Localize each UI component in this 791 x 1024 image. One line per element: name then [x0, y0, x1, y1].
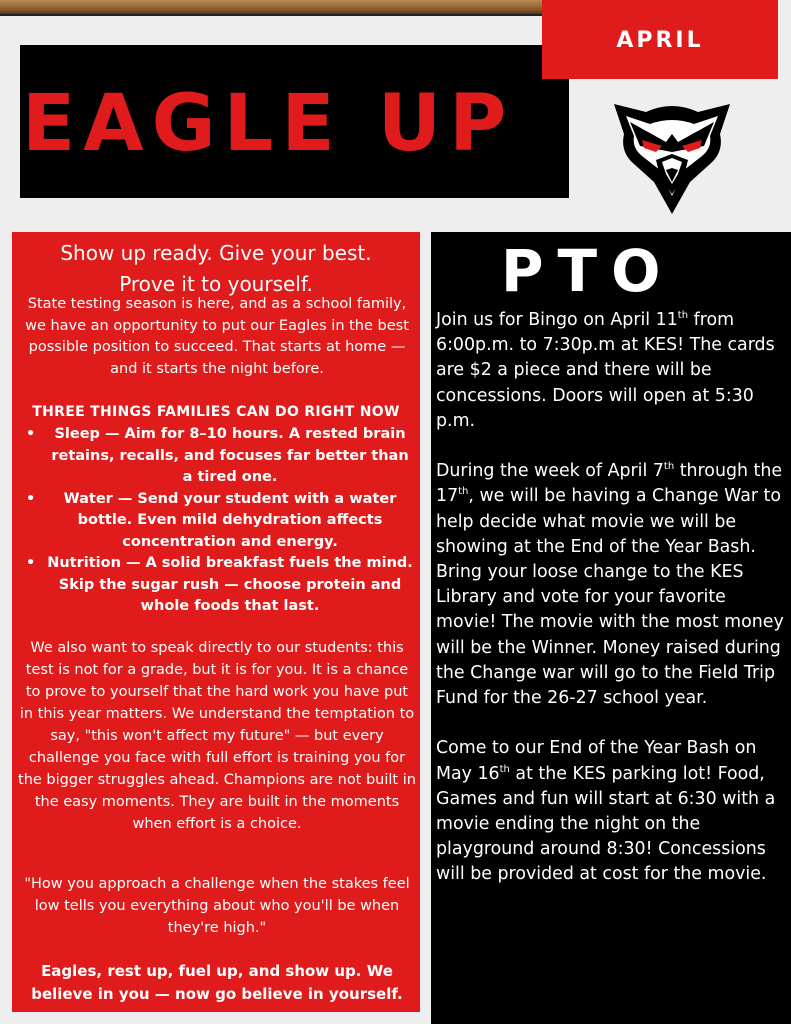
bullet-icon: • [26, 490, 36, 507]
list-item: • Sleep — Aim for 8–10 hours. A rested brain retains, recalls, and focuses far better than a tired one. [26, 426, 409, 485]
year-bash-paragraph: Come to our End of the Year Bash on May 16th at the KES parking lot! Food, Games and fun will start at 6:30 with a movie ending the night on the playground around 8:30! Concessions will be provided at cost for the movie. [436, 738, 776, 885]
testing-heading [12, 238, 420, 300]
heading-line-2: Prove it to yourself. [119, 272, 313, 296]
change-war-paragraph: During the week of April 7th through the 17th, we will be having a Change War to help decide what movie we will be showing at the End of the Year Bash. Bring your loose change to the KES Library and vote for your favorite movie! The movie with the most money will be the Winner. Money raised during the Change war will go to the Field Trip Fund for the 26-27 school year. [436, 461, 784, 709]
month-label: APRIL [616, 28, 704, 53]
list-item: • Water — Send your student with a water bottle. Even mild dehydration affects concentration and energy. [26, 490, 397, 550]
bullet-icon: • [26, 555, 36, 571]
students-message: We also want to speak directly to our students: this test is not for a grade, but it is for you. It is a chance to prove to yourself that the hard work you have put in this year matters. We understand the temptation to say, "this won't affect my future" — but every challenge you face with full effort is training you for the bigger struggles ahead. Champions are not built in the easy moments. They are built in the moments when effort is a choice. [18, 640, 416, 832]
top-strip-edge [0, 14, 556, 16]
closing-message: Eagles, rest up, fuel up, and show up. We believe in you — now go believe in yourself. [31, 962, 403, 1003]
things-list [12, 424, 420, 618]
newsletter-title: EAGLE UP [22, 79, 515, 169]
pto-body [436, 308, 788, 913]
things-heading: THREE THINGS FAMILIES CAN DO RIGHT NOW [32, 404, 400, 420]
bingo-paragraph: Join us for Bingo on April 11th from 6:00p.m. to 7:30p.m at KES! The cards are $2 a piece and there will be concessions. Doors will open at 5:30 p.m. [436, 310, 775, 431]
testing-panel [12, 232, 420, 1012]
bullet-icon: • [26, 426, 36, 442]
eagle-head-icon [606, 90, 738, 216]
quote: "How you approach a challenge when the stakes feel low tells you everything about who you'll be when they're high." [24, 876, 410, 936]
pto-title: PTO [501, 237, 675, 305]
pto-panel [431, 232, 791, 1024]
testing-intro: State testing season is here, and as a school family, we have an opportunity to put our Eagles in the best possible position to succeed. That starts at home — and it starts the night before. [25, 296, 409, 377]
heading-line-1: Show up ready. Give your best. [60, 241, 372, 265]
list-item: • Nutrition — A solid breakfast fuels the mind. Skip the sugar rush — choose protein and whole foods that last. [26, 555, 413, 614]
